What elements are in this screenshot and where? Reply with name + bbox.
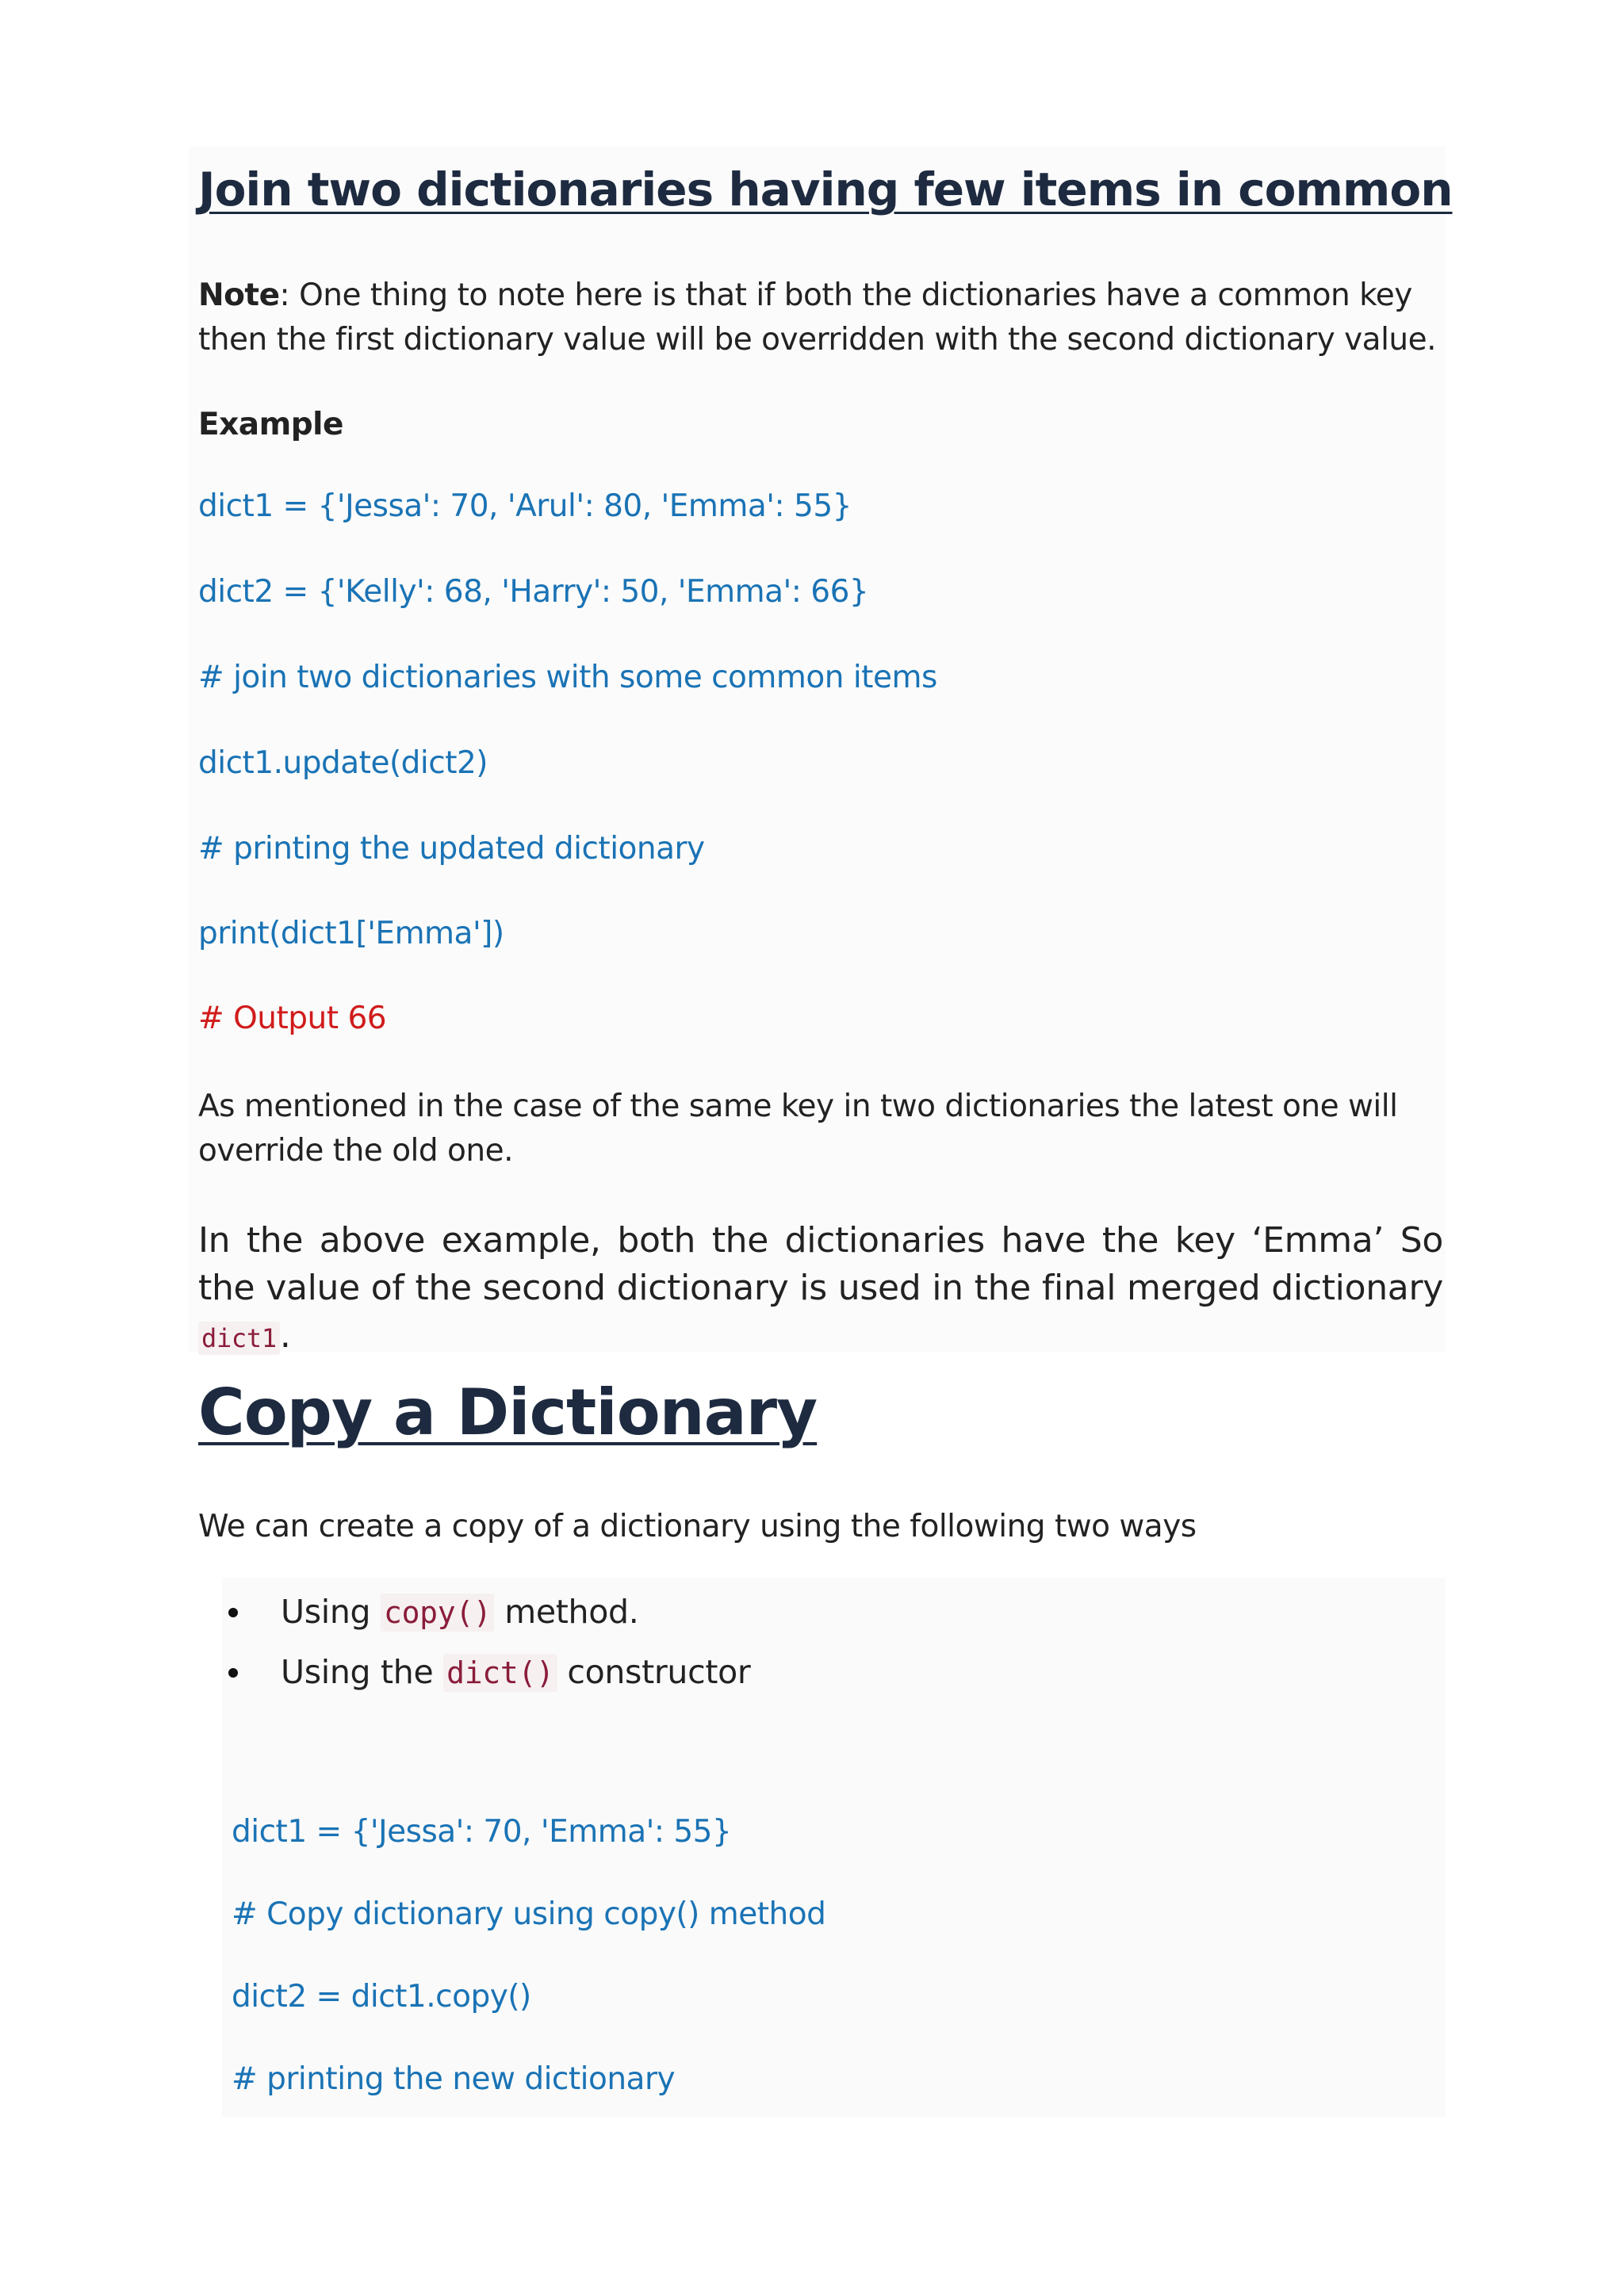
code-line: dict2 = {'Kelly': 68, 'Harry': 50, 'Emma': 66} bbox=[198, 574, 869, 610]
code-comment-line: # printing the new dictionary bbox=[232, 2061, 676, 2097]
code-comment-line: # join two dictionaries with some common items bbox=[198, 660, 937, 695]
list-item-text: method. bbox=[494, 1593, 639, 1631]
explanation-paragraph: As mentioned in the case of the same key in two dictionaries the latest one will override the old one. bbox=[198, 1089, 1398, 1169]
copy-methods-list bbox=[222, 1582, 750, 1702]
bullet-icon bbox=[228, 1608, 238, 1617]
list-item-text: Using the bbox=[281, 1653, 444, 1691]
list-item bbox=[222, 1642, 750, 1702]
explanation-paragraph-large bbox=[198, 1217, 1443, 1362]
code-line: dict1 = {'Jessa': 70, 'Emma': 55} bbox=[232, 1814, 732, 1850]
note-text: : One thing to note here is that if both the dictionaries have a common key then the first dictionary value will be overridden with the second dictionary value. bbox=[198, 277, 1437, 358]
output-line: # Output 66 bbox=[198, 1001, 387, 1036]
explanation-text: In the above example, both the dictionaries have the key ‘Emma’ So the value of the second dictionary is used in the final merged dictionary bbox=[198, 1220, 1443, 1308]
section-heading-copy: Copy a Dictionary bbox=[198, 1376, 818, 1449]
list-item-text: constructor bbox=[557, 1653, 751, 1691]
note-label: Note bbox=[198, 277, 280, 313]
inline-code-copy: copy() bbox=[381, 1594, 494, 1632]
section-heading-join: Join two dictionaries having few items in common bbox=[198, 163, 1453, 216]
list-item-text: Using bbox=[281, 1593, 381, 1631]
inline-code-dict1: dict1 bbox=[198, 1322, 280, 1355]
code-line: dict1 = {'Jessa': 70, 'Arul': 80, 'Emma': 55} bbox=[198, 488, 852, 524]
inline-code-dict: dict() bbox=[443, 1654, 557, 1692]
list-item bbox=[222, 1582, 750, 1642]
code-line: dict1.update(dict2) bbox=[198, 745, 488, 781]
code-line: print(dict1['Emma']) bbox=[198, 916, 504, 951]
code-line: dict2 = dict1.copy() bbox=[232, 1979, 531, 2015]
example-label: Example bbox=[198, 407, 343, 442]
code-comment-line: # Copy dictionary using copy() method bbox=[232, 1896, 826, 1932]
bullet-icon bbox=[228, 1668, 238, 1678]
note-paragraph bbox=[198, 274, 1455, 362]
copy-intro: We can create a copy of a dictionary using the following two ways bbox=[198, 1509, 1197, 1544]
explanation-end: . bbox=[279, 1315, 291, 1356]
code-comment-line: # printing the updated dictionary bbox=[198, 831, 705, 867]
